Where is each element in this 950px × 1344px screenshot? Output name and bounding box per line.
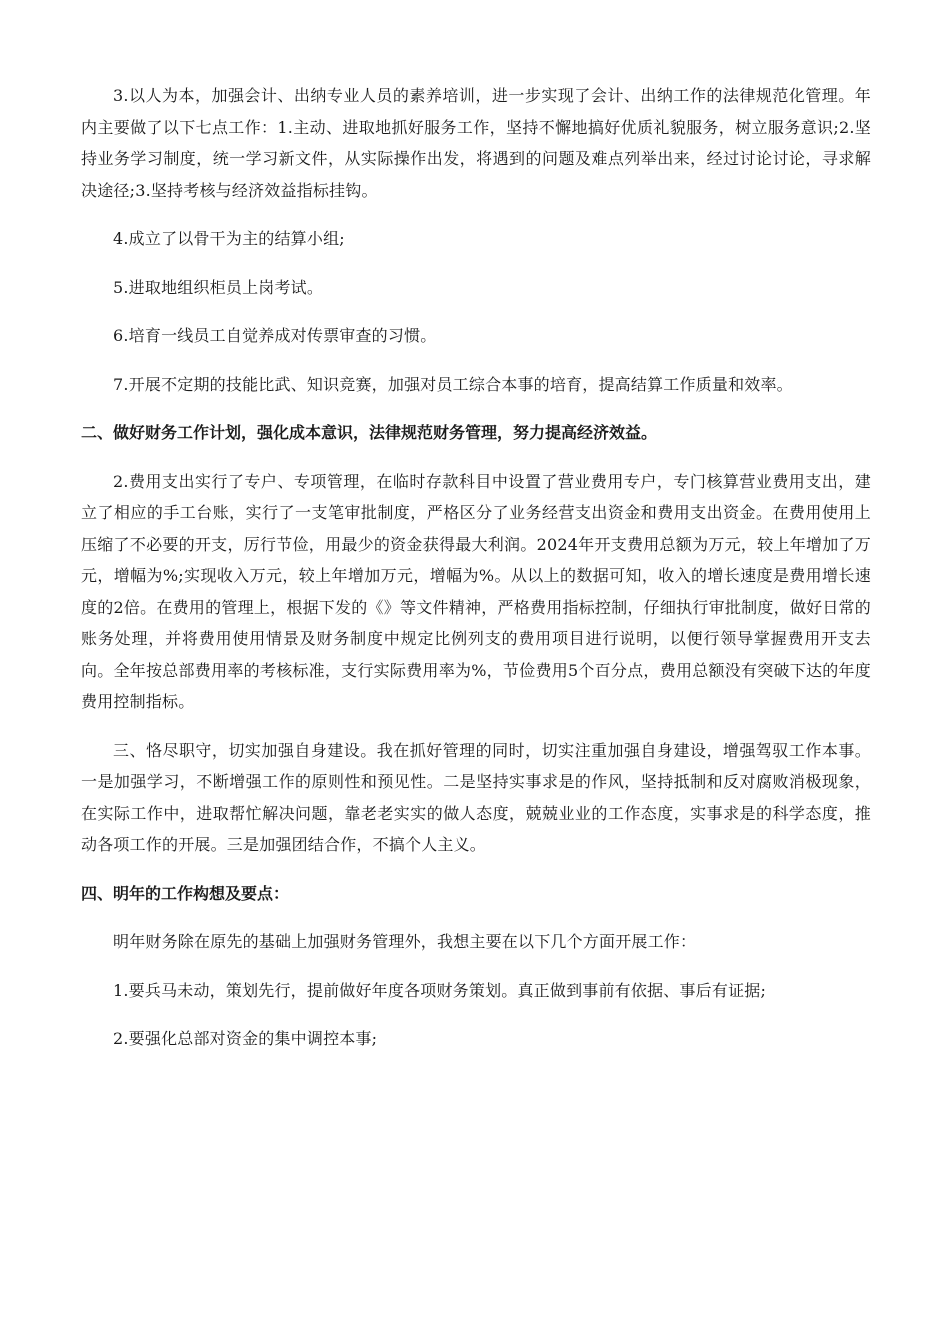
paragraph-section-3: 三、恪尽职守，切实加强自身建设。我在抓好管理的同时，切实注重加强自身建设，增强驾驭工作本事。一是加强学习，不断增强工作的原则性和预见性。二是坚持实事求是的作风，坚持抵制和反对腐败消极现象，在实际工作中，进取帮忙解决问题，靠老老实实的做人态度，兢兢业业的工作态度，实事求是的科学态度，推动各项工作的开展。三是加强团结合作，不搞个人主义。	[81, 740, 871, 854]
paragraph-item-4: 4.成立了以骨干为主的结算小组;	[113, 229, 345, 248]
paragraph-item-6: 6.培育一线员工自觉养成对传票审查的习惯。	[113, 326, 437, 345]
paragraph-plan-item-1: 1.要兵马未动，策划先行，提前做好年度各项财务策划。真正做到事前有依据、事后有证据;	[113, 980, 767, 1000]
paragraph-plan-item-2: 2.要强化总部对资金的集中调控本事;	[113, 1029, 378, 1048]
paragraph-expense-management: 2.费用支出实行了专户、专项管理，在临时存款科目中设置了营业费用专户，专门核算营业费用支出，建立了相应的手工台账，实行了一支笔审批制度，严格区分了业务经营支出资金和费用支出资金。在费用使用上压缩了不必要的开支，厉行节俭，用最少的资金获得最大利润。2024年开支费用总额为万元，较上年增加了万元，增幅为%;实现收入万元，较上年增加万元，增幅为%。从以上的数据可知，收入的增长速度是费用增长速度的2倍。在费用的管理上，根据下发的《》等文件精神，严格费用指标控制，仔细执行审批制度，做好日常的账务处理，并将费用使用情景及财务制度中规定比例列支的费用项目进行说明，以便行领导掌握费用开支去向。全年按总部费用率的考核标准，支行实际费用率为%，节俭费用5个百分点，费用总额没有突破下达的年度费用控制指标。	[81, 471, 871, 711]
section-heading-4: 四、明年的工作构想及要点：	[81, 883, 290, 903]
paragraph-item-5: 5.进取地组织柜员上岗考试。	[113, 277, 324, 297]
paragraph-item-3: 3.以人为本，加强会计、出纳专业人员的素养培训，进一步实现了会计、出纳工作的法律规范化管理。年内主要做了以下七点工作：1.主动、进取地抓好服务工作，坚持不懈地搞好优质礼貌服务，树立服务意识;2.坚持业务学习制度，统一学习新文件，从实际操作出发，将遇到的问题及难点列举出来，经过讨论讨论，寻求解决途径;3.坚持考核与经济效益指标挂钩。	[81, 86, 871, 200]
document-page	[81, 80, 871, 1055]
section-heading-2: 二、做好财务工作计划，强化成本意识，法律规范财务管理，努力提高经济效益。	[81, 423, 658, 442]
paragraph-plan-intro: 明年财务除在原先的基础上加强财务管理外，我想主要在以下几个方面开展工作：	[113, 932, 697, 951]
paragraph-item-7: 7.开展不定期的技能比武、知识竞赛，加强对员工综合本事的培育，提高结算工作质量和效率。	[113, 374, 793, 394]
